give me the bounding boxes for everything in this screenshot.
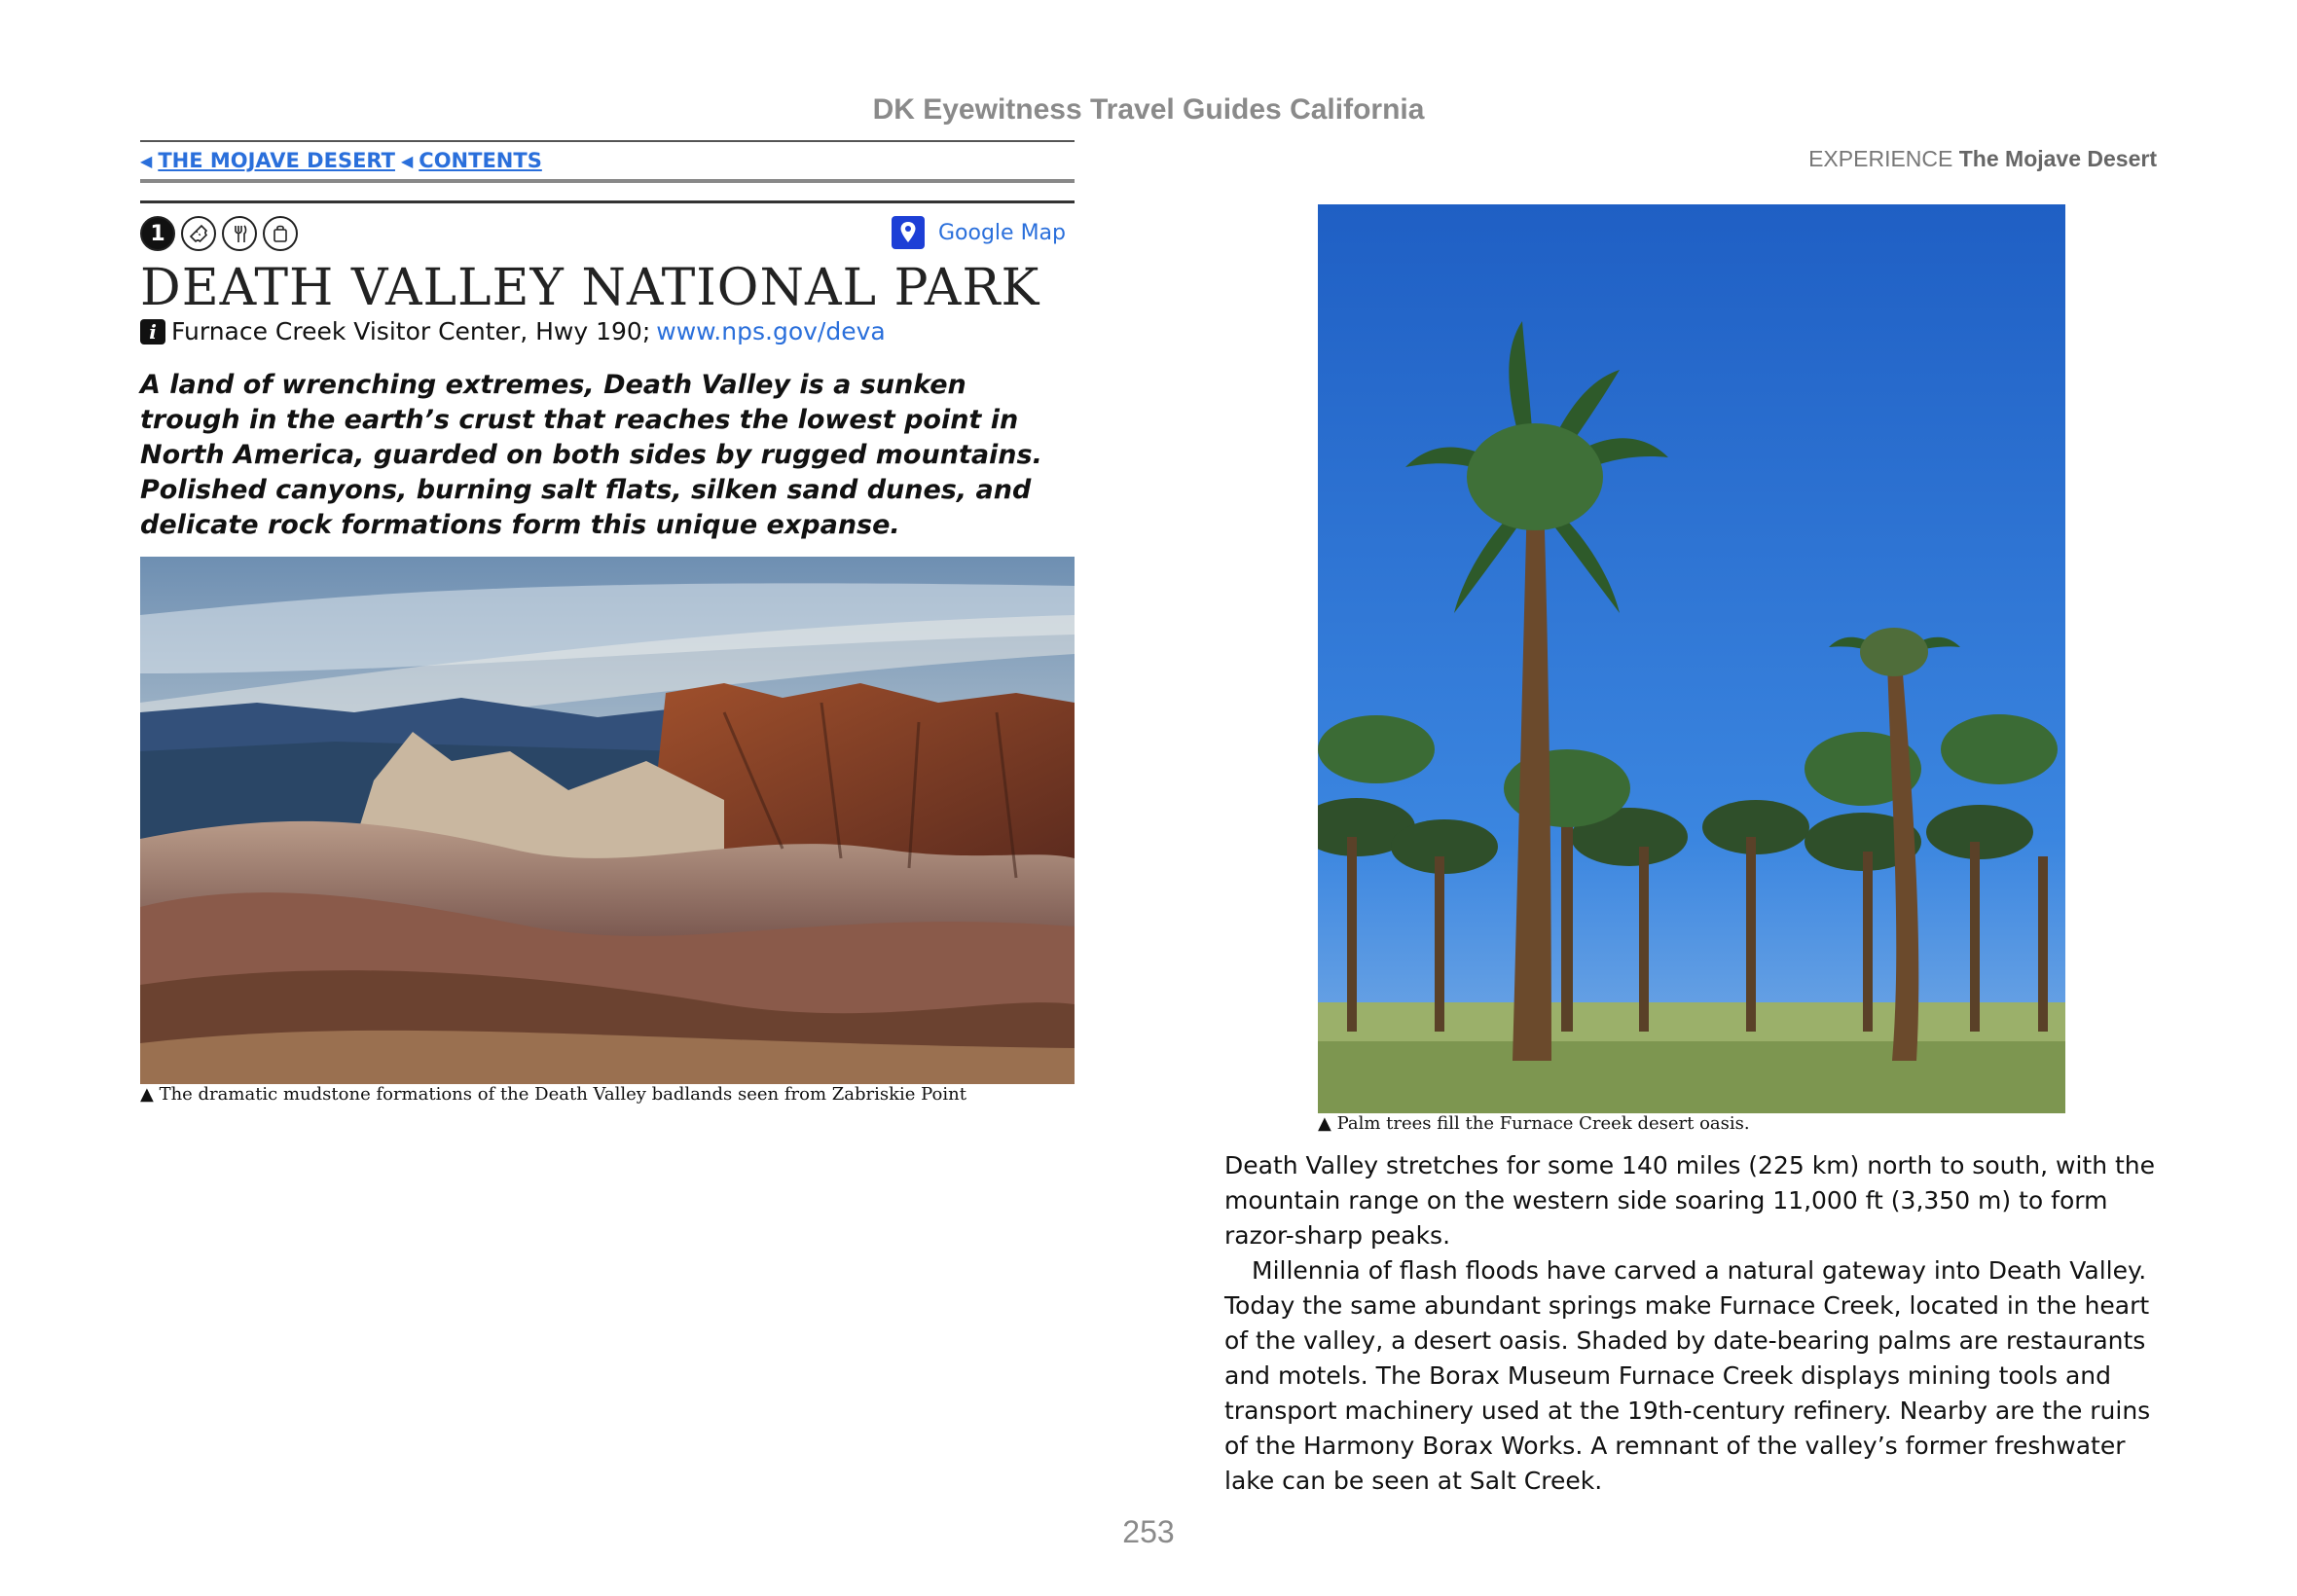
badlands-caption: ▲ The dramatic mudstone formations of the Death Valley badlands seen from Zabriskie Point	[140, 1084, 966, 1105]
visitor-info-text: Furnace Creek Visitor Center, Hwy 190;	[171, 317, 651, 345]
body-text	[1224, 1148, 2161, 1499]
visitor-info	[140, 317, 886, 345]
body-paragraph: Millennia of flash floods have carved a natural gateway into Death Valley. Today the same abundant springs make Furnace Creek, located in the heart of the valley, a desert oasis. Shaded by date-bearing palms are restaurants and motels. The Borax Museum Furnace Creek displays mining tools and transport machinery used at the 19th-century refinery. Nearby are the ruins of the Harmony Borax Works. A remnant of the valley’s former freshwater lake can be seen at Salt Creek.	[1224, 1256, 2151, 1495]
shopping-bag-icon	[263, 216, 298, 251]
entry-title: DEATH VALLEY NATIONAL PARK	[140, 259, 1040, 317]
link-mojave-desert[interactable]: THE MOJAVE DESERT	[158, 149, 395, 172]
nav-rule	[140, 179, 1075, 183]
entry-rule	[140, 200, 1075, 203]
entry-number-badge: 1	[140, 216, 175, 251]
restaurant-icon	[222, 216, 257, 251]
palm-oasis-photo	[1318, 204, 2065, 1113]
ticket-icon	[181, 216, 216, 251]
breadcrumb-chapter: The Mojave Desert	[1958, 146, 2157, 171]
google-map-link[interactable]	[892, 216, 1066, 249]
entry-icon-row	[140, 216, 298, 251]
book-title: DK Eyewitness Travel Guides California	[872, 93, 1425, 126]
info-icon: i	[140, 319, 165, 345]
badlands-photo	[140, 557, 1075, 1084]
body-paragraph: Death Valley stretches for some 140 miles (225 km) north to south, with the mountain range on the western side soaring 11,000 ft (3,350 m) to form razor-sharp peaks.	[1224, 1151, 2156, 1250]
entry-intro: A land of wrenching extremes, Death Valley is a sunken trough in the earth’s crust that reaches the lowest point in North America, guarded on both sides by rugged mountains. Polished canyons, burning salt flats, silken sand dunes, and delicate rock formations form this unique expanse.	[140, 370, 1042, 540]
map-pin-icon	[892, 216, 925, 249]
back-arrow-icon: ◀	[400, 151, 414, 170]
palm-caption: ▲ Palm trees fill the Furnace Creek desert oasis.	[1318, 1113, 1750, 1134]
nav-links	[140, 146, 542, 175]
visitor-info-url[interactable]: www.nps.gov/deva	[656, 317, 886, 345]
breadcrumb-section: EXPERIENCE	[1808, 146, 1953, 171]
page-number: 253	[1122, 1514, 1175, 1549]
section-breadcrumb	[1557, 146, 2157, 172]
header-rule	[140, 140, 1075, 142]
google-map-label[interactable]: Google Map	[938, 220, 1067, 245]
back-arrow-icon: ◀	[140, 151, 153, 170]
link-contents[interactable]: CONTENTS	[419, 149, 542, 172]
